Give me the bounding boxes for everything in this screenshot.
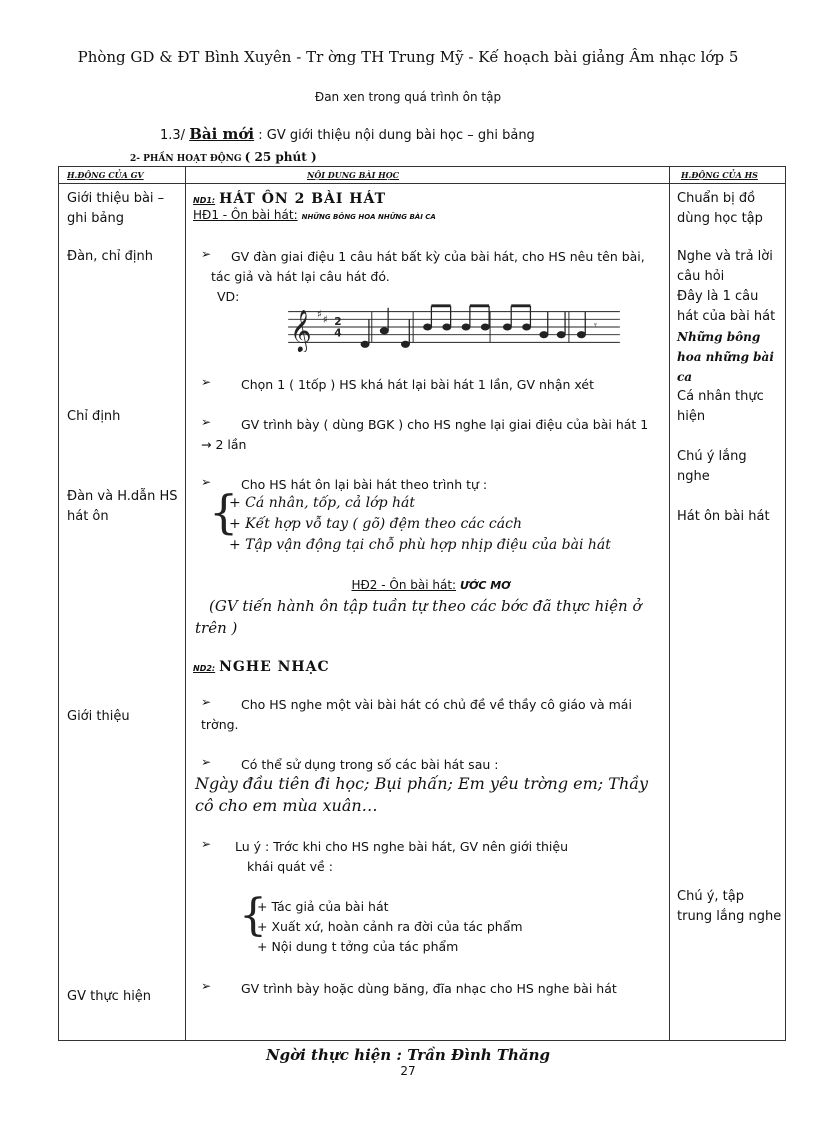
intro-text: : GV giới thiệu nội dung bài học – ghi bảng xyxy=(258,128,535,143)
part-label: 2- PHẦN HOẠT ĐỘNG xyxy=(130,154,242,164)
nd1-label: ND1: xyxy=(193,196,216,205)
content-p7a: Lu ý : Trớc khi cho HS nghe bài hát, GV nên giới thiệu xyxy=(235,839,569,854)
arrow-bullet-icon: ➢ xyxy=(201,695,212,709)
content-p3: GV trình bày ( dùng BGK ) cho HS nghe lại giai điệu của bài hát 1 xyxy=(241,417,649,432)
hs-step-4: Cá nhân thực hiện xyxy=(677,389,764,424)
hd2-label: HĐ2 - Ôn bài hát: xyxy=(351,578,457,592)
vd-label: VD: xyxy=(217,289,240,304)
brace-icon: { xyxy=(239,890,267,941)
column-divider xyxy=(669,167,670,1040)
part-duration: ( 25 phút ) xyxy=(244,150,317,164)
intro-line xyxy=(160,125,535,143)
gv-step-4: Đàn và H.dẫn HS hát ôn xyxy=(67,489,178,524)
header-gv: H.ĐỘNG CỦA GV xyxy=(67,170,144,180)
gv-step-6: GV thực hiện xyxy=(67,989,152,1004)
gv-step-5: Giới thiệu xyxy=(67,709,130,724)
content-p4: Cho HS hát ôn lại bài hát theo trình tự : xyxy=(241,477,488,492)
music-staff-example xyxy=(254,302,654,352)
content-p8: GV trình bày hoặc dùng băng, đĩa nhạc cho HS nghe bài hát xyxy=(241,981,617,996)
content-p3-end: 2 lần xyxy=(215,437,247,452)
hs-step-5: Chú ý lắng nghe xyxy=(677,449,747,484)
content-p2: Chọn 1 ( 1tốp ) HS khá hát lại bài hát 1 lần, GV nhận xét xyxy=(241,377,595,392)
hd1-label: HĐ1 - Ôn bài hát: xyxy=(193,208,298,222)
content-p5: Cho HS nghe một vài bài hát có chủ đề về thầy cô giáo và mái trờng. xyxy=(201,697,632,732)
footer-author: Ngời thực hiện : Trần Đình Thăng xyxy=(265,1046,551,1064)
arrow-bullet-icon: ➢ xyxy=(201,247,212,261)
list-item: + Xuất xứ, hoàn cảnh ra đời của tác phẩm xyxy=(257,919,523,934)
svg-text:𝄞: 𝄞 xyxy=(290,308,312,352)
content-p1: GV đàn giai điệu 1 câu hát bất kỳ của bài hát, cho HS nêu tên bài, tác giả và hát lại câu hát đó. xyxy=(211,249,645,284)
header-hs: H.ĐỘNG CỦA HS xyxy=(681,170,758,180)
song-list: Ngày đầu tiên đi học; Bụi phấn; Em yêu trờng em; Thầy cô cho em mùa xuân… xyxy=(195,774,649,815)
svg-text:2: 2 xyxy=(334,316,342,329)
arrow-bullet-icon: ➢ xyxy=(201,375,212,389)
intro-label: Bài mới xyxy=(189,125,255,143)
arrow-bullet-icon: ➢ xyxy=(201,475,212,489)
nd2-label: ND2: xyxy=(193,664,216,673)
arrow-bullet-icon: ➢ xyxy=(201,979,212,993)
list-item: + Nội dung t tởng của tác phẩm xyxy=(257,939,459,954)
content-p7b: khái quát về : xyxy=(247,859,333,874)
nd2-title: NGHE NHẠC xyxy=(219,659,330,675)
hs-step-1: Chuẩn bị đồ dùng học tập xyxy=(677,191,763,226)
column-divider xyxy=(185,167,186,1040)
page-number: 27 xyxy=(400,1064,416,1078)
gv-step-2: Đàn, chỉ định xyxy=(67,249,154,264)
nd1-title: HÁT ÔN 2 BÀI HÁT xyxy=(219,191,387,207)
table-header-row xyxy=(59,167,785,184)
trinh-tu-list xyxy=(229,493,669,556)
hs-step-2: Nghe và trả lời câu hỏi xyxy=(677,249,773,284)
gv-step-1: Giới thiệu bài – ghi bảng xyxy=(67,191,165,226)
hs-song-name: Những bông hoa những bài ca xyxy=(677,330,774,384)
hs-step-3: Đây là 1 câu hát của bài hát xyxy=(677,289,776,324)
arrow-bullet-icon: ➢ xyxy=(201,837,212,851)
arrow-bullet-icon: ➢ xyxy=(201,415,212,429)
hd1-song: NHỮNG BÔNG HOA NHỮNG BÀI CA xyxy=(301,213,436,221)
page-subtitle: Đan xen trong quá trình ôn tập xyxy=(314,90,502,104)
hs-step-6: Hát ôn bài hát xyxy=(677,509,770,524)
gv-step-3: Chỉ định xyxy=(67,409,121,424)
list-item: + Kết hợp vỗ tay ( gõ) đệm theo các cách xyxy=(229,516,522,532)
right-arrow-icon: → xyxy=(201,437,212,452)
lesson-table xyxy=(58,166,786,1041)
hs-step-7: Chú ý, tập trung lắng nghe xyxy=(677,889,782,924)
svg-text:𝄾: 𝄾 xyxy=(593,317,597,332)
part-heading xyxy=(130,150,317,164)
page-header-title: Phòng GD & ĐT Bình Xuyên - Tr ờng TH Trung Mỹ - Kế hoạch bài giảng Âm nhạc lớp 5 xyxy=(77,48,739,66)
list-item: + Tác giả của bài hát xyxy=(257,899,389,914)
content-p6: Có thể sử dụng trong số các bài hát sau : xyxy=(241,757,499,772)
svg-text:♯: ♯ xyxy=(316,308,323,321)
hd2-song: ƯỚC MƠ xyxy=(460,579,511,592)
arrow-bullet-icon: ➢ xyxy=(201,755,212,769)
svg-text:4: 4 xyxy=(334,327,342,340)
header-content: NỘI DUNG BÀI HỌC xyxy=(307,170,400,180)
intro-number: 1.3/ xyxy=(160,128,186,143)
list-item: + Tập vận động tại chỗ phù hợp nhịp điệu của bài hát xyxy=(229,537,611,553)
brace-icon: { xyxy=(209,485,239,539)
list-item: + Cá nhân, tốp, cả lớp hát xyxy=(229,495,415,511)
svg-text:♯: ♯ xyxy=(322,314,328,327)
hd2-note: (GV tiến hành ôn tập tuần tự theo các bớc đã thực hiện ở trên ) xyxy=(195,597,642,637)
info-list xyxy=(257,897,657,957)
